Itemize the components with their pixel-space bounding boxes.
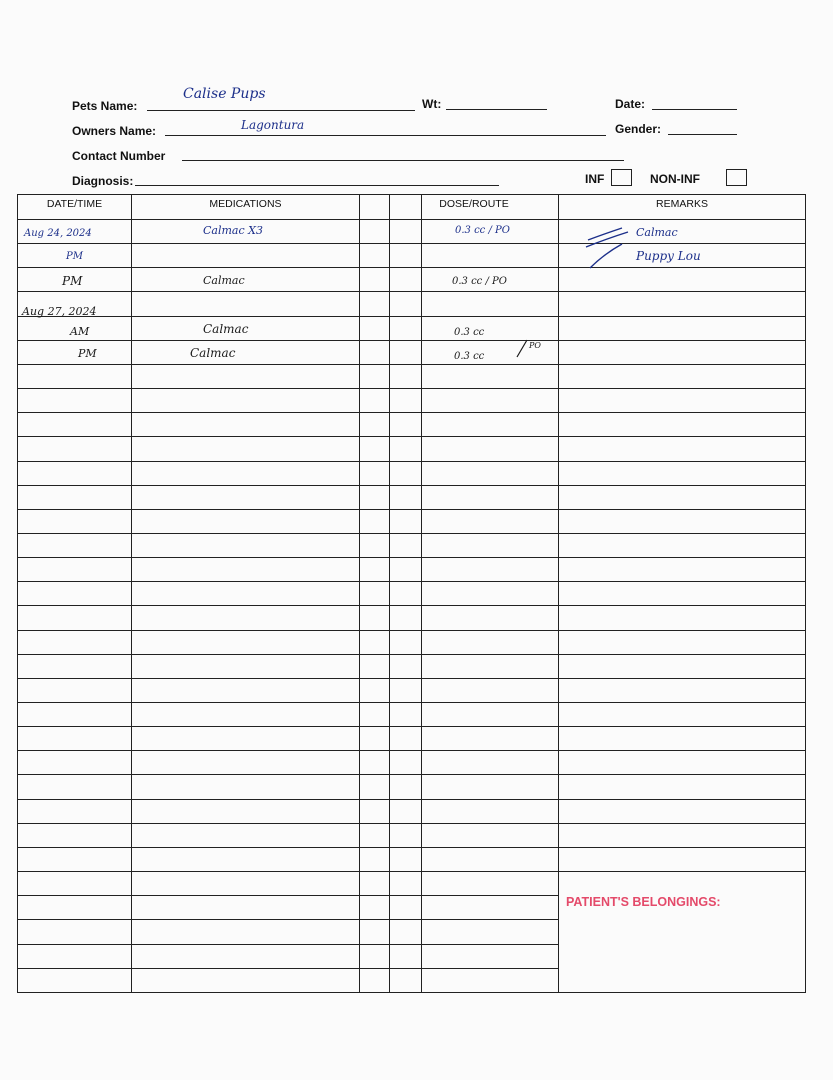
entry-date-6[interactable]: PM [78,347,97,360]
patients-belongings-label: PATIENT'S BELONGINGS: [566,895,721,909]
dose-route-note: PO [529,341,541,350]
entry-medication-6[interactable]: Calmac [190,346,236,360]
entry-date-5[interactable]: AM [70,325,90,338]
col-header-dose-route: DOSE/ROUTE [439,198,509,210]
entry-date-2[interactable]: PM [66,251,83,262]
pets-name-label: Pets Name: [72,99,138,113]
entry-remark-2[interactable]: Puppy Lou [636,249,701,263]
col-header-remarks: REMARKS [656,198,708,210]
wt-label: Wt: [422,97,442,111]
diagnosis-label: Diagnosis: [72,174,134,188]
col-header-medications: MEDICATIONS [209,198,282,210]
entry-medication-1[interactable]: Calmac X3 [203,224,263,237]
owners-name-label: Owners Name: [72,124,157,138]
entry-date-3[interactable]: PM [62,274,83,288]
entry-dose-5[interactable]: 0.3 cc [454,327,485,338]
col-header-date-time: DATE/TIME [46,198,103,210]
gender-label: Gender: [615,122,662,136]
contact-number-label: Contact Number [72,149,166,163]
pets-name-value[interactable]: Calise Pups [183,86,266,102]
date-label: Date: [615,97,646,111]
entry-dose-3[interactable]: 0.3 cc / PO [452,276,507,287]
entry-date-1[interactable]: Aug 24, 2024 [24,228,92,239]
entry-medication-3[interactable]: Calmac [203,274,245,287]
noninf-label: NON-INF [650,172,700,186]
entry-dose-6[interactable]: 0.3 cc [454,351,485,362]
entry-medication-5[interactable]: Calmac [203,322,249,336]
inf-label: INF [585,172,605,186]
entry-remark-1[interactable]: Calmac [636,226,678,239]
entry-date-4[interactable]: Aug 27, 2024 [22,305,97,318]
entry-dose-1[interactable]: 0.3 cc / PO [455,225,510,236]
owners-name-value[interactable]: Lagontura [241,118,305,132]
